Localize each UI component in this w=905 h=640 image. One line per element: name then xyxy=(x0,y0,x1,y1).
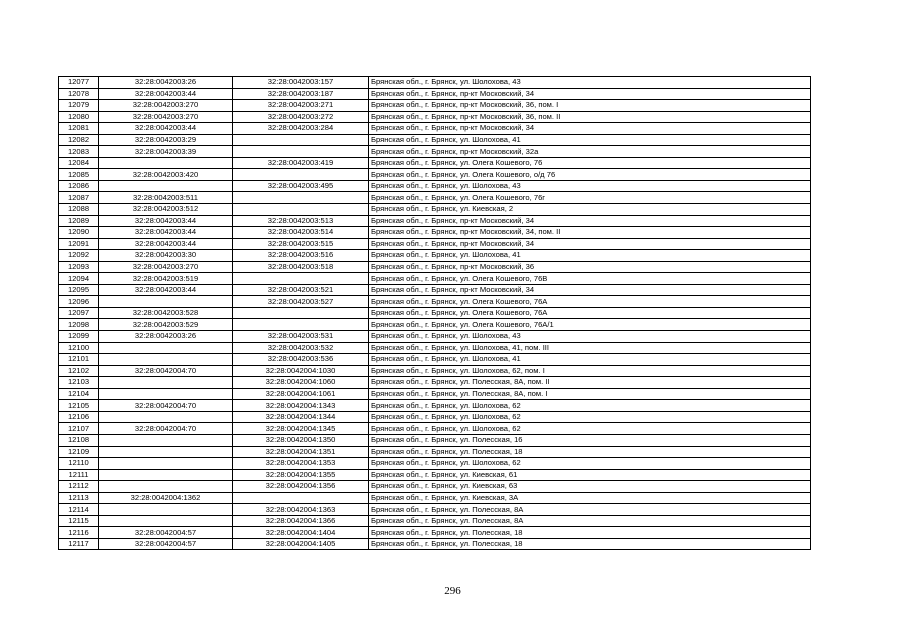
address-cell: Брянская обл., г. Брянск, ул. Шолохова, 41 xyxy=(369,250,811,262)
table-row xyxy=(59,400,811,412)
address-cell: Брянская обл., г. Брянск, ул. Киевская, 2 xyxy=(369,204,811,216)
table-row xyxy=(59,469,811,481)
cadastral-number-cell: 32:28:0042003:44 xyxy=(99,238,233,250)
object-cadastral-number-cell xyxy=(233,192,369,204)
object-cadastral-number-cell xyxy=(233,169,369,181)
object-cadastral-number-cell: 32:28:0042004:1405 xyxy=(233,538,369,550)
cadastral-number-cell: 32:28:0042004:1362 xyxy=(99,492,233,504)
row-number-cell: 12110 xyxy=(59,458,99,470)
table-row xyxy=(59,527,811,539)
table-row xyxy=(59,307,811,319)
address-cell: Брянская обл., г. Брянск, ул. Олега Кошевого, о/д 76 xyxy=(369,169,811,181)
object-cadastral-number-cell xyxy=(233,273,369,285)
cadastral-number-cell: 32:28:0042003:44 xyxy=(99,215,233,227)
object-cadastral-number-cell: 32:28:0042004:1061 xyxy=(233,388,369,400)
address-cell: Брянская обл., г. Брянск, ул. Полесская, 8А, пом. II xyxy=(369,377,811,389)
address-cell: Брянская обл., г. Брянск, пр-кт Московский, 34 xyxy=(369,123,811,135)
object-cadastral-number-cell: 32:28:0042004:1344 xyxy=(233,411,369,423)
table-row xyxy=(59,388,811,400)
row-number-cell: 12081 xyxy=(59,123,99,135)
row-number-cell: 12097 xyxy=(59,307,99,319)
cadastral-number-cell: 32:28:0042003:44 xyxy=(99,123,233,135)
object-cadastral-number-cell: 32:28:0042004:1030 xyxy=(233,365,369,377)
row-number-cell: 12085 xyxy=(59,169,99,181)
table-row xyxy=(59,492,811,504)
table-row xyxy=(59,123,811,135)
object-cadastral-number-cell: 32:28:0042003:419 xyxy=(233,157,369,169)
address-cell: Брянская обл., г. Брянск, ул. Полесская, 8А xyxy=(369,515,811,527)
row-number-cell: 12088 xyxy=(59,204,99,216)
table-row xyxy=(59,538,811,550)
row-number-cell: 12117 xyxy=(59,538,99,550)
row-number-cell: 12089 xyxy=(59,215,99,227)
object-cadastral-number-cell: 32:28:0042004:1356 xyxy=(233,481,369,493)
cadastral-number-cell xyxy=(99,296,233,308)
table-row xyxy=(59,319,811,331)
cadastral-number-cell xyxy=(99,342,233,354)
object-cadastral-number-cell: 32:28:0042003:272 xyxy=(233,111,369,123)
table-row xyxy=(59,423,811,435)
cadastral-number-cell: 32:28:0042003:29 xyxy=(99,134,233,146)
row-number-cell: 12102 xyxy=(59,365,99,377)
table-row xyxy=(59,434,811,446)
table-row xyxy=(59,261,811,273)
cadastral-number-cell: 32:28:0042004:70 xyxy=(99,365,233,377)
table-body xyxy=(59,77,811,550)
object-cadastral-number-cell: 32:28:0042003:531 xyxy=(233,331,369,343)
cadastral-number-cell: 32:28:0042004:57 xyxy=(99,527,233,539)
cadastral-number-cell: 32:28:0042003:528 xyxy=(99,307,233,319)
cadastral-number-cell: 32:28:0042003:512 xyxy=(99,204,233,216)
table-row xyxy=(59,446,811,458)
row-number-cell: 12084 xyxy=(59,157,99,169)
page-number: 296 xyxy=(444,585,461,597)
table-row xyxy=(59,481,811,493)
object-cadastral-number-cell xyxy=(233,492,369,504)
object-cadastral-number-cell: 32:28:0042003:187 xyxy=(233,88,369,100)
object-cadastral-number-cell: 32:28:0042004:1351 xyxy=(233,446,369,458)
object-cadastral-number-cell xyxy=(233,307,369,319)
table-row xyxy=(59,458,811,470)
object-cadastral-number-cell: 32:28:0042003:515 xyxy=(233,238,369,250)
cadastral-number-cell: 32:28:0042003:420 xyxy=(99,169,233,181)
address-cell: Брянская обл., г. Брянск, ул. Шолохова, 43 xyxy=(369,77,811,89)
table-row xyxy=(59,238,811,250)
object-cadastral-number-cell: 32:28:0042004:1355 xyxy=(233,469,369,481)
table-row xyxy=(59,331,811,343)
row-number-cell: 12111 xyxy=(59,469,99,481)
row-number-cell: 12116 xyxy=(59,527,99,539)
table-row xyxy=(59,192,811,204)
table-row xyxy=(59,180,811,192)
cadastral-number-cell: 32:28:0042003:44 xyxy=(99,88,233,100)
table-row xyxy=(59,515,811,527)
cadastral-number-cell: 32:28:0042003:26 xyxy=(99,331,233,343)
object-cadastral-number-cell xyxy=(233,319,369,331)
table-row xyxy=(59,157,811,169)
cadastral-number-cell xyxy=(99,515,233,527)
cadastral-number-cell xyxy=(99,446,233,458)
cadastral-number-cell: 32:28:0042003:44 xyxy=(99,284,233,296)
address-cell: Брянская обл., г. Брянск, ул. Полесская, 16 xyxy=(369,434,811,446)
row-number-cell: 12108 xyxy=(59,434,99,446)
row-number-cell: 12096 xyxy=(59,296,99,308)
address-cell: Брянская обл., г. Брянск, ул. Шолохова, 41, пом. III xyxy=(369,342,811,354)
table-row xyxy=(59,88,811,100)
table-row xyxy=(59,111,811,123)
object-cadastral-number-cell xyxy=(233,134,369,146)
object-cadastral-number-cell: 32:28:0042003:513 xyxy=(233,215,369,227)
address-cell: Брянская обл., г. Брянск, ул. Шолохова, 43 xyxy=(369,180,811,192)
cadastral-number-cell xyxy=(99,434,233,446)
address-cell: Брянская обл., г. Брянск, ул. Олега Кошевого, 76г xyxy=(369,192,811,204)
row-number-cell: 12105 xyxy=(59,400,99,412)
address-cell: Брянская обл., г. Брянск, ул. Полесская, 18 xyxy=(369,446,811,458)
row-number-cell: 12086 xyxy=(59,180,99,192)
row-number-cell: 12112 xyxy=(59,481,99,493)
cadastral-number-cell: 32:28:0042004:57 xyxy=(99,538,233,550)
object-cadastral-number-cell: 32:28:0042003:527 xyxy=(233,296,369,308)
row-number-cell: 12082 xyxy=(59,134,99,146)
address-cell: Брянская обл., г. Брянск, ул. Шолохова, 62 xyxy=(369,423,811,435)
table-row xyxy=(59,342,811,354)
object-cadastral-number-cell: 32:28:0042003:521 xyxy=(233,284,369,296)
address-cell: Брянская обл., г. Брянск, ул. Олега Кошевого, 76В xyxy=(369,273,811,285)
address-cell: Брянская обл., г. Брянск, ул. Шолохова, 41 xyxy=(369,134,811,146)
table-row xyxy=(59,215,811,227)
row-number-cell: 12109 xyxy=(59,446,99,458)
cadastral-number-cell: 32:28:0042003:39 xyxy=(99,146,233,158)
object-cadastral-number-cell: 32:28:0042003:271 xyxy=(233,100,369,112)
table-row xyxy=(59,296,811,308)
object-cadastral-number-cell: 32:28:0042004:1345 xyxy=(233,423,369,435)
cadastral-number-cell xyxy=(99,354,233,366)
cadastral-number-cell: 32:28:0042003:44 xyxy=(99,227,233,239)
row-number-cell: 12100 xyxy=(59,342,99,354)
row-number-cell: 12115 xyxy=(59,515,99,527)
cadastral-number-cell: 32:28:0042003:511 xyxy=(99,192,233,204)
table-row xyxy=(59,134,811,146)
address-cell: Брянская обл., г. Брянск, ул. Шолохова, 43 xyxy=(369,331,811,343)
row-number-cell: 12080 xyxy=(59,111,99,123)
table-row xyxy=(59,365,811,377)
table-row xyxy=(59,100,811,112)
address-cell: Брянская обл., г. Брянск, пр-кт Московский, 34 xyxy=(369,88,811,100)
cadastral-number-cell xyxy=(99,180,233,192)
cadastral-number-cell xyxy=(99,469,233,481)
address-cell: Брянская обл., г. Брянск, ул. Шолохова, 62 xyxy=(369,400,811,412)
object-cadastral-number-cell: 32:28:0042003:514 xyxy=(233,227,369,239)
address-cell: Брянская обл., г. Брянск, пр-кт Московский, 34, пом. II xyxy=(369,227,811,239)
address-cell: Брянская обл., г. Брянск, ул. Полесская, 8А xyxy=(369,504,811,516)
row-number-cell: 12077 xyxy=(59,77,99,89)
object-cadastral-number-cell: 32:28:0042003:518 xyxy=(233,261,369,273)
object-cadastral-number-cell: 32:28:0042004:1343 xyxy=(233,400,369,412)
cadastral-number-cell: 32:28:0042003:26 xyxy=(99,77,233,89)
address-cell: Брянская обл., г. Брянск, ул. Киевская, 61 xyxy=(369,469,811,481)
object-cadastral-number-cell: 32:28:0042004:1366 xyxy=(233,515,369,527)
row-number-cell: 12104 xyxy=(59,388,99,400)
object-cadastral-number-cell: 32:28:0042003:516 xyxy=(233,250,369,262)
table-row xyxy=(59,354,811,366)
table-row xyxy=(59,504,811,516)
address-cell: Брянская обл., г. Брянск, пр-кт Московский, 36, пом. I xyxy=(369,100,811,112)
row-number-cell: 12114 xyxy=(59,504,99,516)
cadastral-number-cell: 32:28:0042003:270 xyxy=(99,100,233,112)
row-number-cell: 12093 xyxy=(59,261,99,273)
address-cell: Брянская обл., г. Брянск, пр-кт Московский, 34 xyxy=(369,238,811,250)
cadastral-number-cell xyxy=(99,388,233,400)
table-row xyxy=(59,77,811,89)
row-number-cell: 12092 xyxy=(59,250,99,262)
address-cell: Брянская обл., г. Брянск, пр-кт Московский, 34 xyxy=(369,284,811,296)
cadastral-number-cell xyxy=(99,458,233,470)
table-row xyxy=(59,204,811,216)
row-number-cell: 12103 xyxy=(59,377,99,389)
address-cell: Брянская обл., г. Брянск, ул. Шолохова, 62, пом. I xyxy=(369,365,811,377)
row-number-cell: 12087 xyxy=(59,192,99,204)
address-cell: Брянская обл., г. Брянск, ул. Олега Кошевого, 76А xyxy=(369,307,811,319)
address-cell: Брянская обл., г. Брянск, ул. Полесская, 18 xyxy=(369,538,811,550)
object-cadastral-number-cell: 32:28:0042003:532 xyxy=(233,342,369,354)
table-row xyxy=(59,411,811,423)
table-row xyxy=(59,284,811,296)
cadastral-number-cell: 32:28:0042003:270 xyxy=(99,111,233,123)
object-cadastral-number-cell: 32:28:0042004:1353 xyxy=(233,458,369,470)
row-number-cell: 12079 xyxy=(59,100,99,112)
row-number-cell: 12094 xyxy=(59,273,99,285)
object-cadastral-number-cell: 32:28:0042004:1404 xyxy=(233,527,369,539)
cadastral-number-cell: 32:28:0042003:270 xyxy=(99,261,233,273)
table-row xyxy=(59,146,811,158)
object-cadastral-number-cell: 32:28:0042004:1350 xyxy=(233,434,369,446)
address-cell: Брянская обл., г. Брянск, ул. Полесская, 8А, пом. I xyxy=(369,388,811,400)
row-number-cell: 12098 xyxy=(59,319,99,331)
row-number-cell: 12078 xyxy=(59,88,99,100)
address-cell: Брянская обл., г. Брянск, ул. Шолохова, 62 xyxy=(369,458,811,470)
table-row xyxy=(59,273,811,285)
address-cell: Брянская обл., г. Брянск, ул. Олега Кошевого, 76 xyxy=(369,157,811,169)
address-cell: Брянская обл., г. Брянск, ул. Киевская, 63 xyxy=(369,481,811,493)
cadastral-number-cell xyxy=(99,157,233,169)
cadastral-number-cell xyxy=(99,377,233,389)
cadastral-table xyxy=(58,76,811,550)
row-number-cell: 12095 xyxy=(59,284,99,296)
address-cell: Брянская обл., г. Брянск, ул. Олега Кошевого, 76А/1 xyxy=(369,319,811,331)
object-cadastral-number-cell: 32:28:0042003:284 xyxy=(233,123,369,135)
row-number-cell: 12091 xyxy=(59,238,99,250)
table-row xyxy=(59,227,811,239)
cadastral-number-cell: 32:28:0042003:529 xyxy=(99,319,233,331)
address-cell: Брянская обл., г. Брянск, ул. Шолохова, 41 xyxy=(369,354,811,366)
table-row xyxy=(59,377,811,389)
cadastral-number-cell xyxy=(99,504,233,516)
cadastral-number-cell: 32:28:0042004:70 xyxy=(99,423,233,435)
row-number-cell: 12099 xyxy=(59,331,99,343)
object-cadastral-number-cell: 32:28:0042003:157 xyxy=(233,77,369,89)
cadastral-number-cell xyxy=(99,481,233,493)
row-number-cell: 12106 xyxy=(59,411,99,423)
row-number-cell: 12083 xyxy=(59,146,99,158)
row-number-cell: 12101 xyxy=(59,354,99,366)
address-cell: Брянская обл., г. Брянск, ул. Шолохова, 62 xyxy=(369,411,811,423)
address-cell: Брянская обл., г. Брянск, пр-кт Московский, 32а xyxy=(369,146,811,158)
address-cell: Брянская обл., г. Брянск, пр-кт Московский, 36 xyxy=(369,261,811,273)
cadastral-number-cell: 32:28:0042003:519 xyxy=(99,273,233,285)
row-number-cell: 12107 xyxy=(59,423,99,435)
object-cadastral-number-cell: 32:28:0042004:1363 xyxy=(233,504,369,516)
object-cadastral-number-cell: 32:28:0042003:495 xyxy=(233,180,369,192)
object-cadastral-number-cell xyxy=(233,146,369,158)
address-cell: Брянская обл., г. Брянск, ул. Киевская, 3А xyxy=(369,492,811,504)
address-cell: Брянская обл., г. Брянск, пр-кт Московский, 36, пом. II xyxy=(369,111,811,123)
cadastral-number-cell: 32:28:0042004:70 xyxy=(99,400,233,412)
cadastral-number-cell: 32:28:0042003:30 xyxy=(99,250,233,262)
address-cell: Брянская обл., г. Брянск, ул. Полесская, 18 xyxy=(369,527,811,539)
object-cadastral-number-cell: 32:28:0042003:536 xyxy=(233,354,369,366)
table-row xyxy=(59,250,811,262)
table-row xyxy=(59,169,811,181)
object-cadastral-number-cell xyxy=(233,204,369,216)
address-cell: Брянская обл., г. Брянск, ул. Олега Кошевого, 76А xyxy=(369,296,811,308)
row-number-cell: 12113 xyxy=(59,492,99,504)
cadastral-number-cell xyxy=(99,411,233,423)
row-number-cell: 12090 xyxy=(59,227,99,239)
address-cell: Брянская обл., г. Брянск, пр-кт Московский, 34 xyxy=(369,215,811,227)
object-cadastral-number-cell: 32:28:0042004:1060 xyxy=(233,377,369,389)
